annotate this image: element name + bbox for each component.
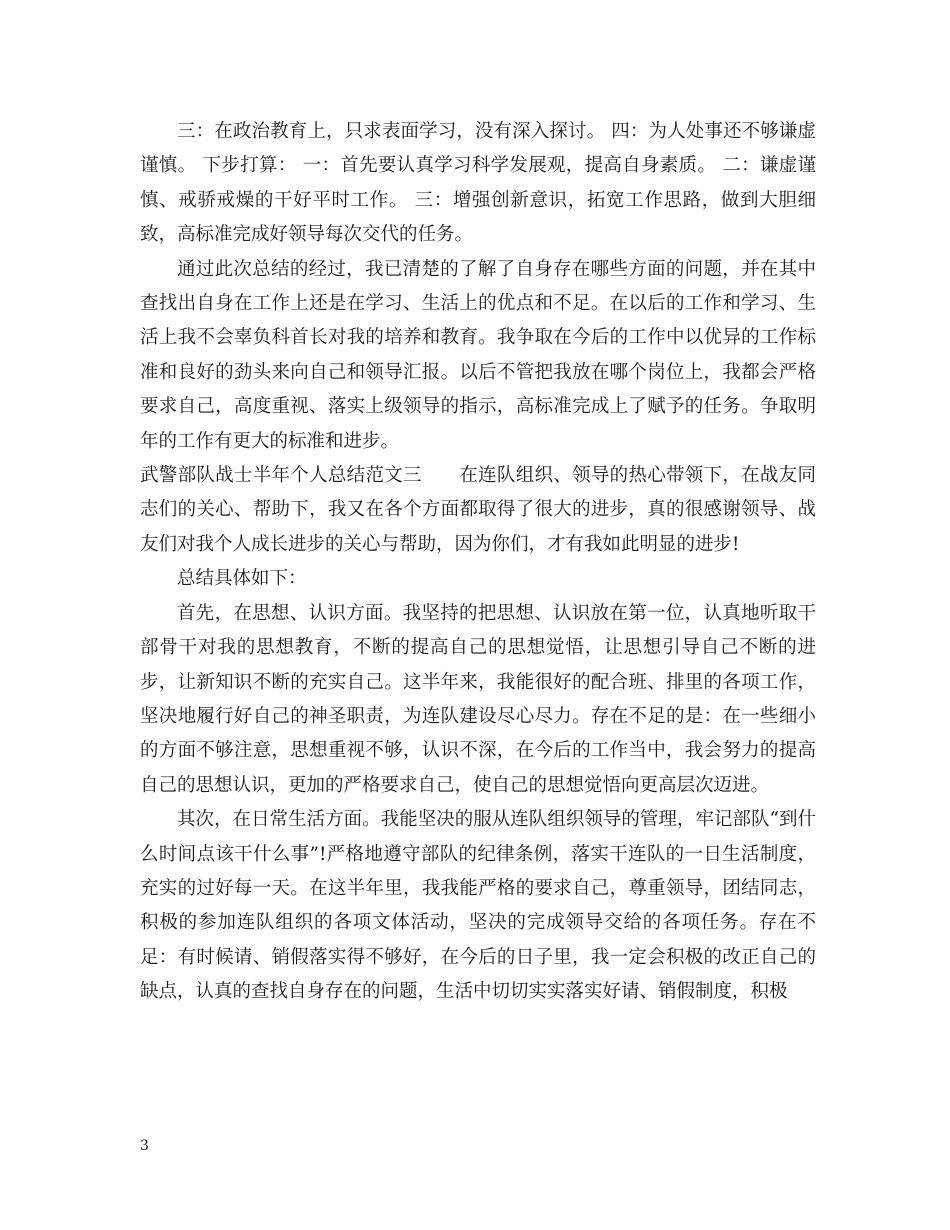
paragraph-reflection: 通过此次总结的经过，我已清楚的了解了自身存在哪些方面的问题，并在其中查找出自身在工作上还是在学习、生活上的优点和不足。在以后的工作和学习、生活上我不会辜负科首长对我的培养和教育。我争取在今后的工作中以优异的工作标准和良好的劲头来向自己和领导汇报。以后不管把我放在哪个岗位上，我都会严格要求自己，高度重视、落实上级领导的指示，高标准完成上了赋予的任务。争取明年的工作有更大的标准和进步。 xyxy=(140,258,816,452)
document-body xyxy=(140,115,816,1010)
paragraph-summary-heading: 总结具体如下： xyxy=(177,568,307,590)
paragraph-daily-life: 其次，在日常生活方面。我能坚决的服从连队组织领导的管理，牢记部队“到什么时间点该干什么事”!严格地遵守部队的纪律条例，落实干连队的一日生活制度，充实的过好每一天。在这半年里，我我能严格的要求自己，尊重领导，团结同志，积极的参加连队组织的各项文体活动，坚决的完成领导交给的各项任务。存在不足：有时候请、销假落实得不够好，在今后的日子里，我一定会积极的改正自己的缺点，认真的查找自身存在的问题，生活中切切实实落实好请、销假制度，积极 xyxy=(140,809,816,1003)
paragraph-plans: 三：在政治教育上，只求表面学习，没有深入探讨。 四：为人处事还不够谦虚谨慎。 下步打算： 一：首先要认真学习科学发展观，提高自身素质。 二：谦虚谨慎、戒骄戒燥的干好平时工作。 三：增强创新意识，拓宽工作思路，做到大胆细致，高标准完成好领导每次交代的任务。 xyxy=(140,121,816,246)
paragraph-thought-awareness: 首先，在思想、认识方面。我坚持的把思想、认识放在第一位，认真地听取干部骨干对我的思想教育，不断的提高自己的思想觉悟，让思想引导自己不断的进步，让新知识不断的充实自己。这半年来，我能很好的配合班、排里的各项工作，坚决地履行好自己的神圣职责，为连队建设尽心尽力。存在不足的是：在一些细小的方面不够注意，思想重视不够，认识不深，在今后的工作当中，我会努力的提高自己的思想认识，更加的严格要求自己，使自己的思想觉悟向更高层次迈进。 xyxy=(140,602,816,796)
page-number: 3 xyxy=(140,1138,149,1154)
paragraph-sample-three-intro: 武警部队战士半年个人总结范文三 在连队组织、领导的热心带领下，在战友同志们的关心、帮助下，我又在各个方面都取得了很大的进步，真的很感谢领导、战友们对我个人成长进步的关心与帮助，因为你们，才有我如此明显的进步! xyxy=(140,465,816,555)
